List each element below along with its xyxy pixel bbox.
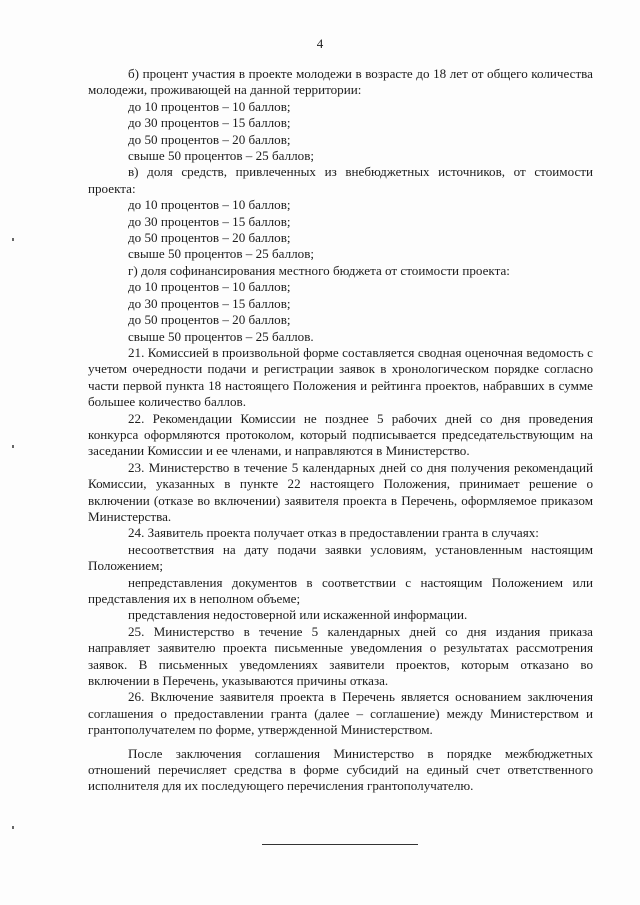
paragraph: После заключения соглашения Министерство в порядке межбюджетных отношений перечисляет средства в форме субсидий на единый счет ответственного исполнителя для их последующего перечисления грантополучателю. bbox=[88, 745, 593, 794]
list-item: свыше 50 процентов – 25 баллов; bbox=[128, 246, 315, 262]
list-item: до 30 процентов – 15 баллов; bbox=[128, 295, 291, 311]
paragraph: 26. Включение заявителя проекта в Перечень является основанием заключения соглашения о предоставлении гранта (далее – соглашение) между Министерством и грантополучателем по форме, утвержденной Министерством. bbox=[88, 689, 593, 738]
paragraph: непредставления документов в соответствии с настоящим Положением или представления их в неполном объеме; bbox=[88, 574, 593, 606]
list-item: свыше 50 процентов – 25 баллов; bbox=[128, 148, 315, 164]
paragraph: 21. Комиссией в произвольной форме составляется сводная оценочная ведомость с учетом очередности подачи и регистрации заявок в хронологическом порядке согласно части первой пункта 18 настоящего Положения и рейтинга проектов, набравших в сумме большее количество баллов. bbox=[88, 344, 593, 410]
paragraph: несоответствия на дату подачи заявки условиям, установленным настоящим Положением; bbox=[88, 541, 593, 574]
paragraph: представления недостоверной или искаженной информации. bbox=[128, 607, 468, 623]
paragraph: 23. Министерство в течение 5 календарных дней со дня получения рекомендаций Комиссии, указанных в пункте 22 настоящего Положения, принимает решение о включении (отказе во включении) заявителя проекта в Перечень, оформляемое приказом Министерства. bbox=[88, 459, 593, 524]
paragraph: 25. Министерство в течение 5 календарных дней со дня издания приказа направляет заявителю проекта письменные уведомления о результатах рассмотрения заявок. В письменных уведомлениях заявители проектов, которым отказано во включении в Перечень, указываются причины отказа. bbox=[88, 623, 593, 689]
document-body bbox=[88, 66, 593, 795]
list-item: до 30 процентов – 15 баллов; bbox=[128, 213, 291, 229]
scan-speck bbox=[12, 826, 14, 829]
list-item: до 50 процентов – 20 баллов; bbox=[128, 131, 291, 147]
list-item: до 50 процентов – 20 баллов; bbox=[128, 230, 291, 246]
paragraph: г) доля софинансирования местного бюджета от стоимости проекта: bbox=[128, 262, 510, 278]
list-item: до 10 процентов – 10 баллов; bbox=[128, 98, 291, 114]
footer-rule bbox=[262, 844, 418, 845]
page-number: 4 bbox=[316, 36, 324, 51]
paragraph: 22. Рекомендации Комиссии не позднее 5 рабочих дней со дня проведения конкурса оформляются протоколом, который подписывается председательствующим на заседании Комиссии и ее членами, и направляются в Министерство. bbox=[88, 410, 593, 459]
list-item: свыше 50 процентов – 25 баллов. bbox=[128, 328, 314, 344]
scan-speck bbox=[12, 445, 14, 448]
list-item: до 30 процентов – 15 баллов; bbox=[128, 115, 291, 131]
scan-speck bbox=[12, 238, 14, 241]
paragraph: в) доля средств, привлеченных из внебюджетных источников, от стоимости проекта: bbox=[88, 164, 593, 196]
list-item: до 10 процентов – 10 баллов; bbox=[128, 279, 291, 295]
paragraph: 24. Заявитель проекта получает отказ в предоставлении гранта в случаях: bbox=[128, 525, 539, 541]
list-item: до 50 процентов – 20 баллов; bbox=[128, 312, 291, 328]
list-item: до 10 процентов – 10 баллов; bbox=[128, 197, 291, 213]
paragraph: б) процент участия в проекте молодежи в возрасте до 18 лет от общего количества молодежи, проживающей на данной территории: bbox=[88, 66, 593, 98]
